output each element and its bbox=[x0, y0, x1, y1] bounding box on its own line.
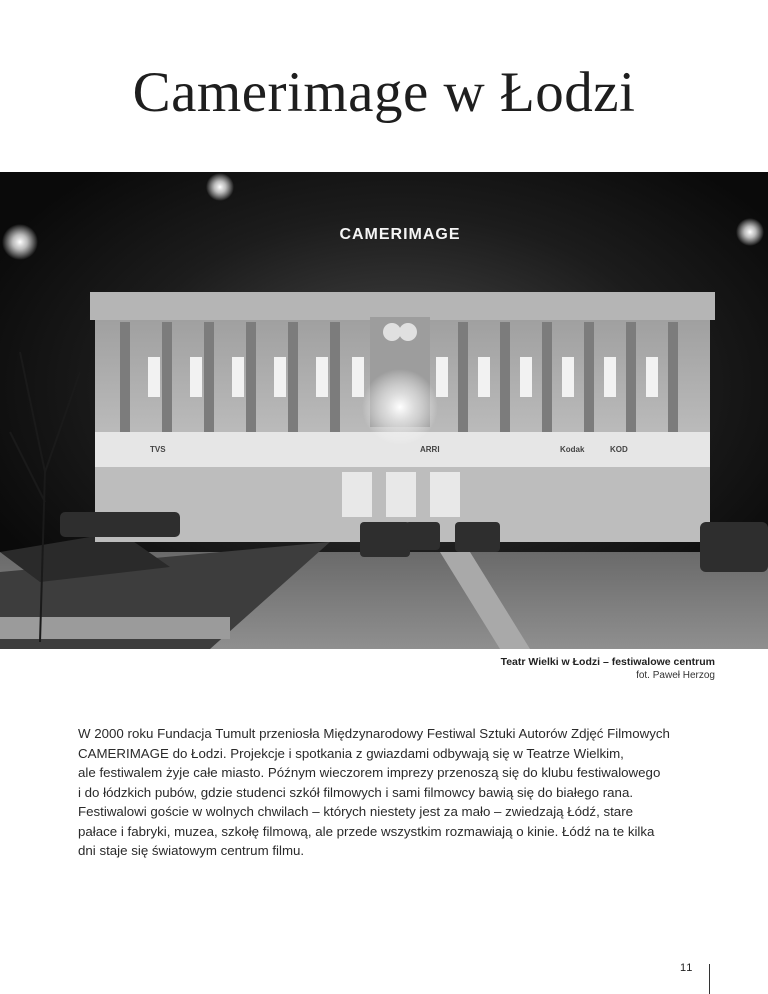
body-line: pałace i fabryki, muzea, szkołę filmową, ale przede wszystkim rozmawiają o kinie. Łódź na te kilka bbox=[78, 823, 655, 839]
body-line: ale festiwalem żyje całe miasto. Późnym wieczorem imprezy przenoszą się do klubu festiwalowego bbox=[78, 765, 661, 780]
theatre-photo bbox=[0, 172, 768, 649]
body-paragraph bbox=[78, 724, 698, 861]
camerimage-sign: CAMERIMAGE bbox=[339, 226, 461, 243]
body-line: dni staje się światowym centrum filmu. bbox=[78, 843, 305, 858]
sponsor-logo: TVS bbox=[150, 445, 166, 454]
sponsor-logo: ARRI bbox=[420, 445, 440, 454]
caption-text: Teatr Wielki w Łodzi – festiwalowe centrum bbox=[500, 656, 715, 668]
body-line: W 2000 roku Fundacja Tumult przeniosła Międzynarodowy Festiwal Sztuki Autorów Zdjęć Filmowych bbox=[78, 726, 670, 741]
page-number-rule bbox=[709, 964, 710, 994]
sponsor-logo: KOD bbox=[610, 445, 628, 454]
body-line: CAMERIMAGE do Łodzi. Projekcje i spotkania z gwiazdami odbywają się w Teatrze Wielkim, bbox=[78, 745, 624, 761]
sponsor-logo: Kodak bbox=[560, 445, 585, 454]
body-line: Festiwalowi goście w wolnych chwilach – których niestety jest za mało – zwiedzają Łódź, stare bbox=[78, 804, 634, 819]
photo-caption bbox=[501, 656, 715, 682]
body-line: i do łódzkich pubów, gdzie studenci szkół filmowych i sami filmowcy bawią się do białego rana. bbox=[78, 784, 634, 800]
photo-credit: fot. Paweł Herzog bbox=[636, 670, 715, 681]
page-title: Camerimage w Łodzi bbox=[132, 61, 636, 124]
page-number: 11 bbox=[680, 962, 694, 974]
